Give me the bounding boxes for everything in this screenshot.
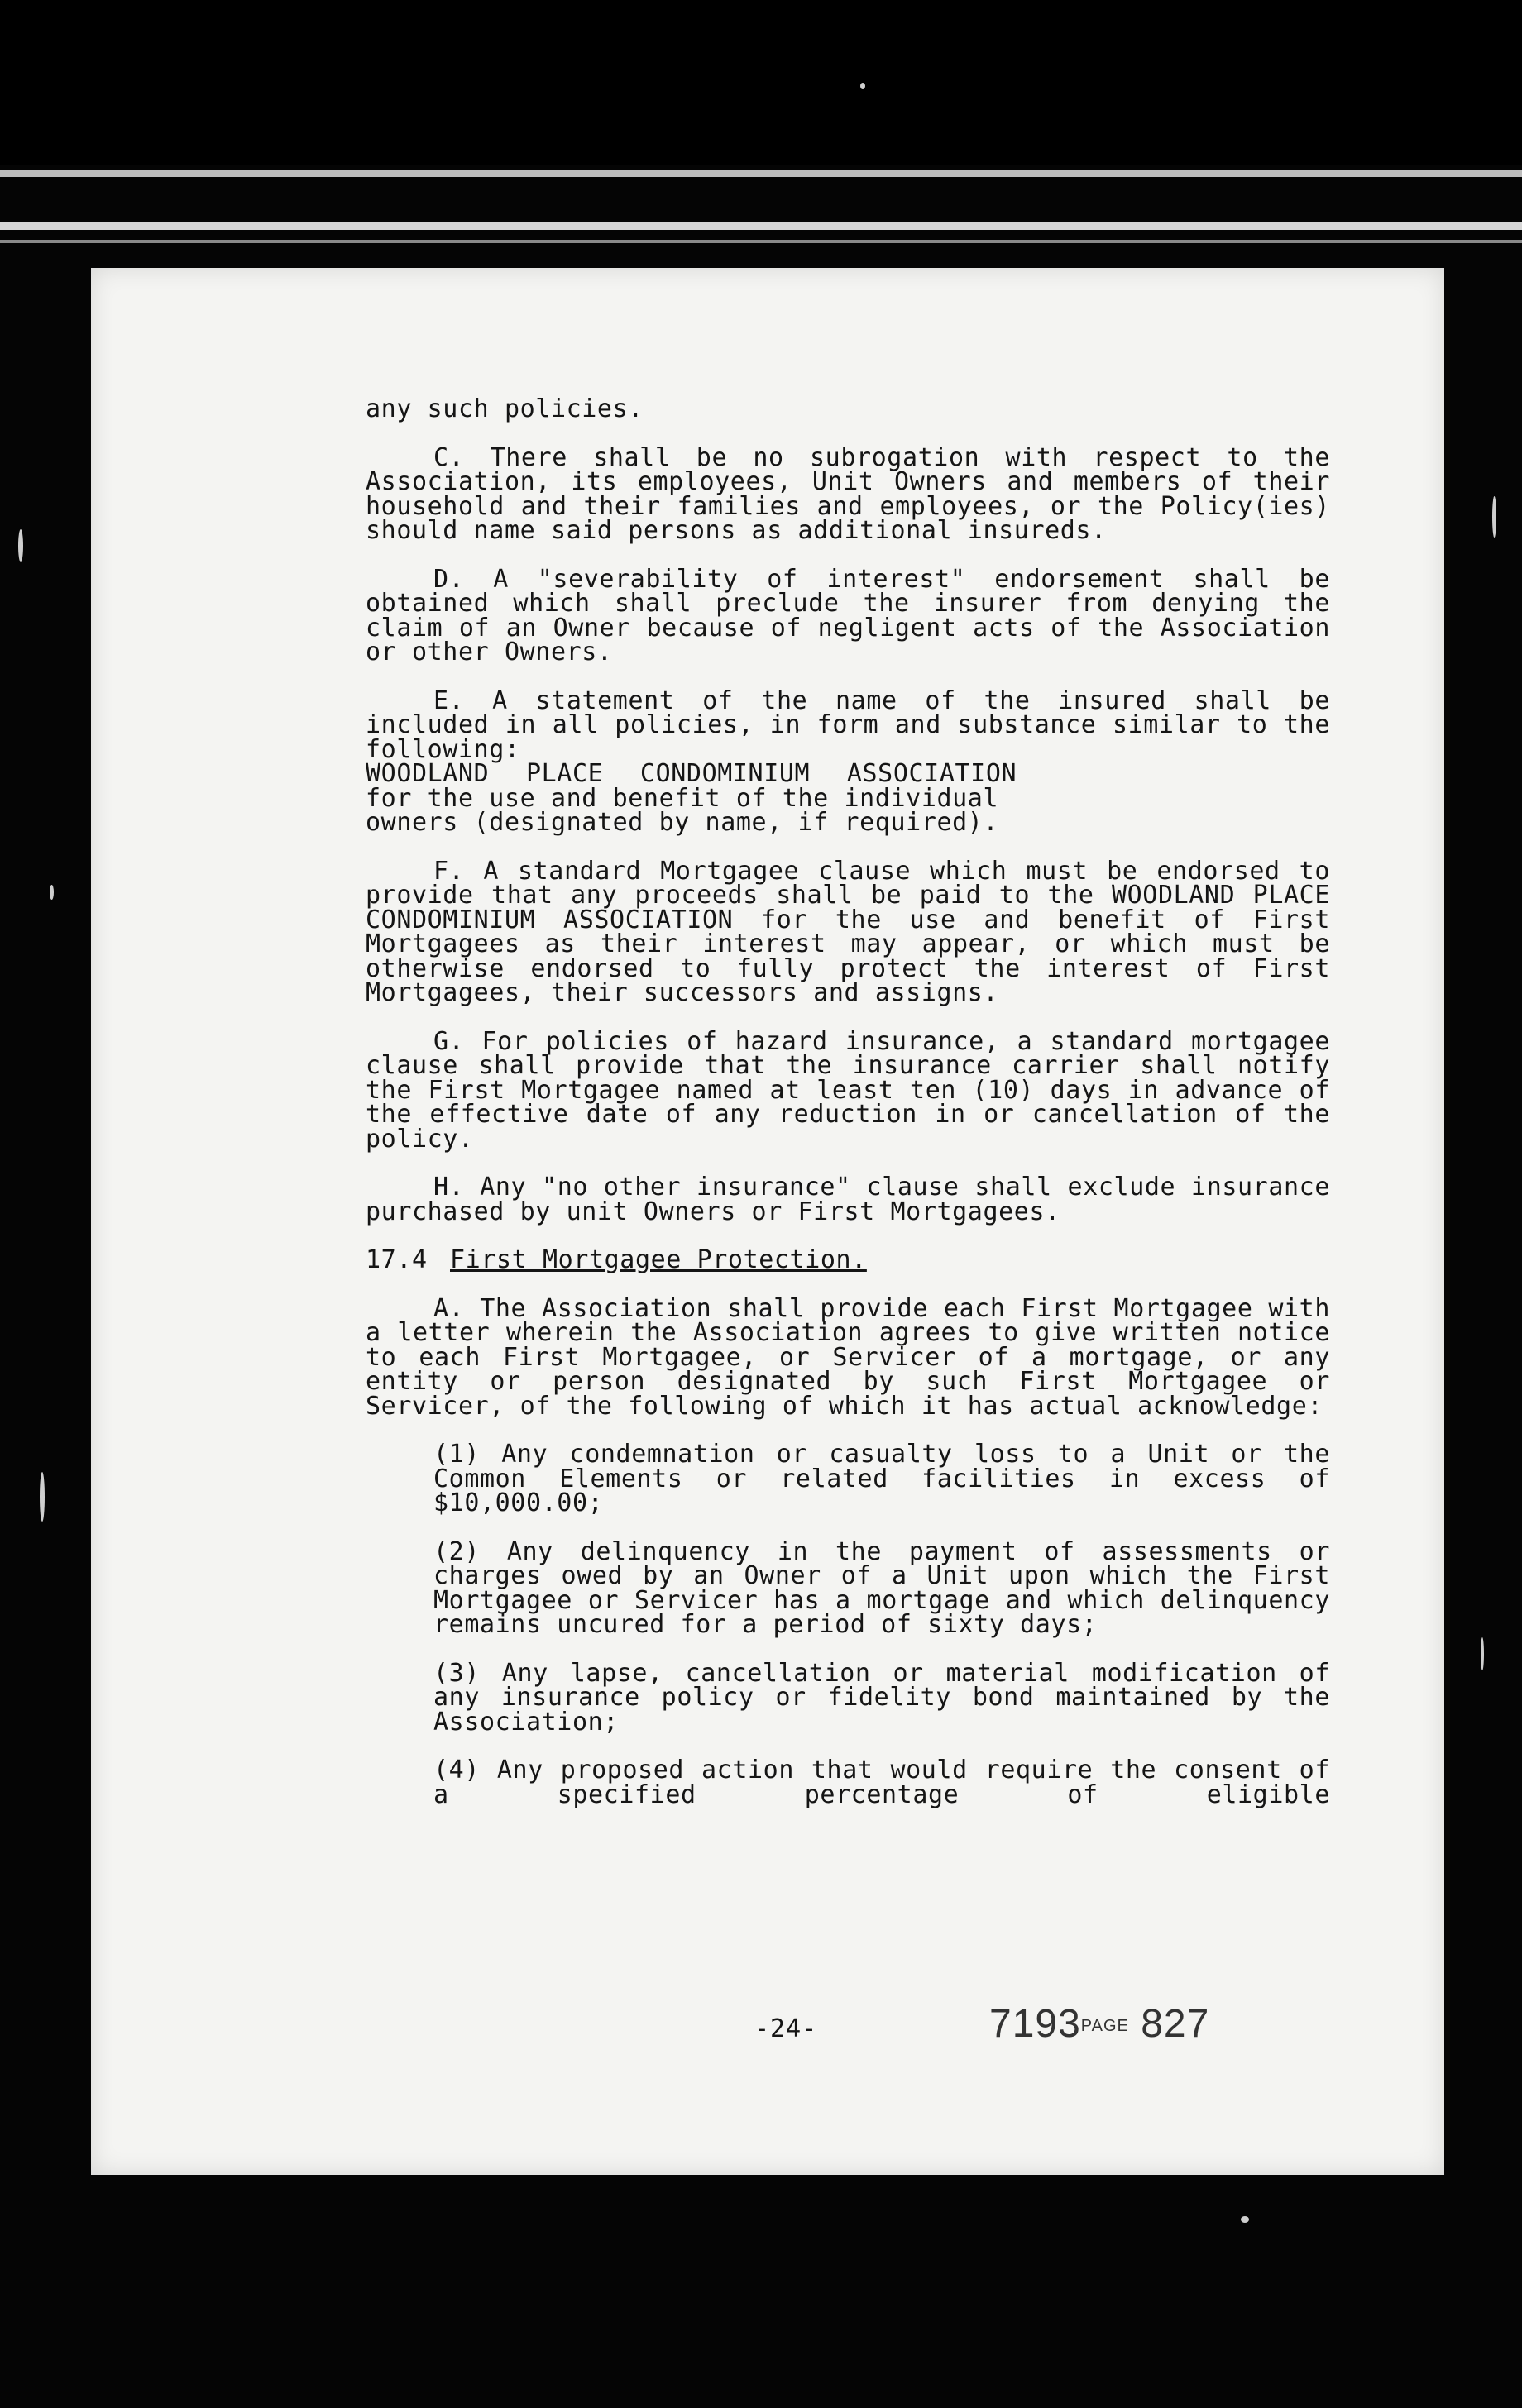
paragraph-c: C. There shall be no subrogation with respect to the Association, its employees, Unit Owners and members of their household and their families and employees, or the Policy(ies) should name said persons as additional insureds.: [366, 442, 1330, 545]
list-item-3: (3) Any lapse, cancellation or material modification of any insurance policy or fidelity bond maintained by the Association;: [433, 1658, 1330, 1737]
page-number: -24-: [754, 2014, 818, 2043]
section-heading: [366, 1245, 1330, 1274]
paragraph-g: G. For policies of hazard insurance, a standard mortgagee clause shall provide that the insurance carrier shall notify the First Mortgagee named at least ten (10) days in advance of the effective date of any reduction in or cancellation of the policy.: [366, 1026, 1330, 1154]
page-label: PAGE: [1080, 2016, 1129, 2035]
list-item-2: (2) Any delinquency in the payment of assessments or charges owed by an Owner of a Unit upon which the First Mortgagee or Servicer has a mortgage and which delinquency remains uncured for a period of sixty days;: [433, 1536, 1330, 1639]
section-title: First Mortgagee Protection.: [450, 1245, 867, 1274]
scan-artifact-line: [0, 170, 1522, 177]
scan-noise: [1241, 2216, 1249, 2223]
insured-name-line: WOODLAND PLACE CONDOMINIUM ASSOCIATION: [366, 759, 1017, 788]
scan-noise: [50, 885, 54, 900]
paragraph-intro: any such policies.: [366, 394, 644, 423]
paragraph-e-text: E. A statement of the name of the insured shall be included in all policies, in form and substance similar to the following:: [366, 686, 1330, 764]
paragraph-a: A. The Association shall provide each First Mortgagee with a letter wherein the Association agrees to give written notice to each First Mortgagee, or Servicer of a mortgage, or any entity or person designated by such First Mortgagee or Servicer, of the following of which it has actual acknowledge:: [366, 1293, 1330, 1421]
scan-noise: [1492, 496, 1496, 538]
scan-artifact-line: [0, 222, 1522, 230]
insured-name-line: for the use and benefit of the individual: [366, 783, 999, 813]
insured-name-line: owners (designated by name, if required).: [366, 808, 999, 837]
scan-noise: [1481, 1637, 1484, 1670]
scan-top-border: [0, 0, 1522, 165]
scan-noise: [18, 529, 23, 562]
section-number: 17.4: [366, 1245, 428, 1274]
book-number: 7193: [989, 2002, 1081, 2046]
paragraph-e: [366, 686, 1330, 837]
scan-noise: [40, 1472, 45, 1522]
list-item-4: (4) Any proposed action that would require the consent of a specified percentage of eligible: [433, 1756, 1330, 1809]
scan-artifact-line: [0, 240, 1522, 243]
paragraph-h: H. Any "no other insurance" clause shall exclude insurance purchased by unit Owners or First Mortgagees.: [366, 1173, 1330, 1226]
paragraph-d: D. A "severability of interest" endorsement shall be obtained which shall preclude the insurer from denying the claim of an Owner because of negligent acts of the Association or other Owners.: [366, 564, 1330, 666]
recording-stamp: [989, 2001, 1209, 2047]
scan-noise: [860, 83, 865, 89]
list-item-1: (1) Any condemnation or casualty loss to a Unit or the Common Elements or related facilities in excess of $10,000.00;: [433, 1440, 1330, 1517]
paragraph-f: F. A standard Mortgagee clause which must be endorsed to provide that any proceeds shall be paid to the WOODLAND PLACE CONDOMINIUM ASSOCIATION for the use and benefit of First Mortgagees as their interest may appear, or which must be otherwise endorsed to fully protect the interest of First Mortgagees, their successors and assigns.: [366, 856, 1330, 1007]
book-page-number: 827: [1141, 2002, 1210, 2046]
document-body: [366, 394, 1330, 1831]
